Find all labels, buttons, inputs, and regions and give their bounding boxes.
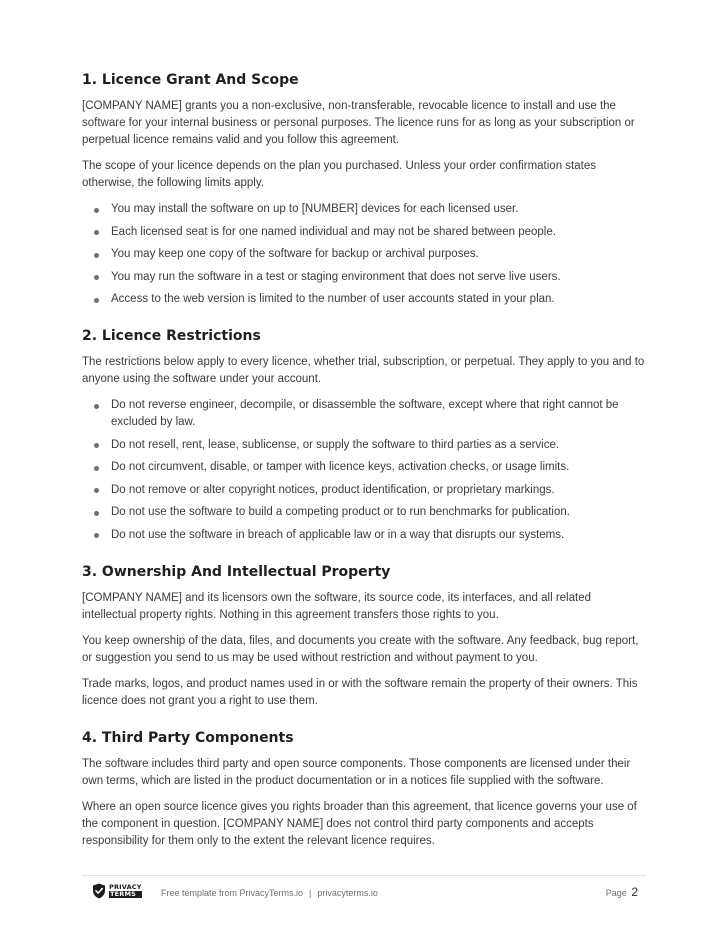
privacy-terms-logo bbox=[92, 883, 142, 899]
page-number bbox=[606, 885, 638, 899]
section-paragraph: The software includes third party and open source components. Those components are licensed under their own terms, which are listed in the product documentation or in a notices file supplied with the software. bbox=[82, 757, 631, 787]
section-heading: 4. Third Party Components bbox=[82, 729, 294, 746]
page-number-value: 2 bbox=[631, 885, 638, 899]
section-1 bbox=[82, 70, 646, 308]
section-heading: 3. Ownership And Intellectual Property bbox=[82, 563, 391, 580]
bullet-item: You may run the software in a test or staging environment that does not serve live users. bbox=[82, 269, 646, 286]
footer-site-link[interactable]: privacyterms.io bbox=[317, 888, 378, 898]
logo-line-terms: TERMS bbox=[109, 891, 142, 898]
logo-line-privacy: PRIVACY bbox=[109, 883, 142, 891]
bullet-item: You may install the software on up to [NUMBER] devices for each licensed user. bbox=[82, 201, 646, 218]
section-paragraph: [COMPANY NAME] and its licensors own the software, its source code, its interfaces, and all related intellectual property rights. Nothing in this agreement transfers those rights to you. bbox=[82, 591, 591, 621]
bullet-item: You may keep one copy of the software for backup or archival purposes. bbox=[82, 246, 646, 263]
document-body bbox=[82, 70, 646, 868]
section-paragraph: [COMPANY NAME] grants you a non-exclusive, non-transferable, revocable licence to install and use the software for your internal business or personal purposes. The licence runs for as long as your subscription or perpetual licence remains valid and you follow this agreement. bbox=[82, 100, 635, 146]
footer-separator: | bbox=[309, 888, 312, 898]
footer-source-text: Free template from PrivacyTerms.io bbox=[161, 888, 304, 898]
section-paragraph: Trade marks, logos, and product names used in or with the software remain the property of their owners. This licence does not grant you a right to use them. bbox=[82, 677, 638, 707]
section-paragraph: You keep ownership of the data, files, and documents you create with the software. Any feedback, bug report, or suggestion you send to us may be used without restriction and without payment to you. bbox=[82, 634, 639, 664]
page-footer bbox=[82, 875, 646, 910]
bullet-item: Do not reverse engineer, decompile, or disassemble the software, except where that right cannot be excluded by law. bbox=[82, 397, 646, 431]
bullet-item: Do not remove or alter copyright notices, product identification, or proprietary markings. bbox=[82, 482, 646, 499]
section-paragraph: Where an open source licence gives you rights broader than this agreement, that licence governs your use of the component in question. [COMPANY NAME] does not control third party components and accepts responsibility for them only to the extent the relevant licence requires. bbox=[82, 800, 637, 847]
bullet-item: Do not circumvent, disable, or tamper with licence keys, activation checks, or usage limits. bbox=[82, 459, 646, 476]
bullet-item: Do not resell, rent, lease, sublicense, or supply the software to third parties as a service. bbox=[82, 437, 646, 454]
footer-attribution bbox=[161, 888, 378, 898]
section-4 bbox=[82, 728, 646, 850]
section-3 bbox=[82, 562, 646, 710]
bullet-item: Access to the web version is limited to the number of user accounts stated in your plan. bbox=[82, 291, 646, 308]
section-paragraph: The scope of your licence depends on the plan you purchased. Unless your order confirmation states otherwise, the following limits apply. bbox=[82, 160, 596, 189]
bullet-item: Do not use the software in breach of applicable law or in a way that disrupts our systems. bbox=[82, 527, 646, 544]
bullet-item: Each licensed seat is for one named individual and may not be shared between people. bbox=[82, 224, 646, 241]
page-label: Page bbox=[605, 888, 627, 898]
section-paragraph: The restrictions below apply to every licence, whether trial, subscription, or perpetual. They apply to you and to anyone using the software under your account. bbox=[82, 356, 645, 385]
section-2 bbox=[82, 326, 646, 544]
bullet-list bbox=[82, 201, 646, 308]
shield-check-icon bbox=[92, 883, 106, 899]
bullet-list bbox=[82, 397, 646, 544]
section-heading: 2. Licence Restrictions bbox=[82, 328, 261, 344]
section-heading: 1. Licence Grant And Scope bbox=[82, 72, 299, 88]
bullet-item: Do not use the software to build a competing product or to run benchmarks for publication. bbox=[82, 504, 646, 521]
